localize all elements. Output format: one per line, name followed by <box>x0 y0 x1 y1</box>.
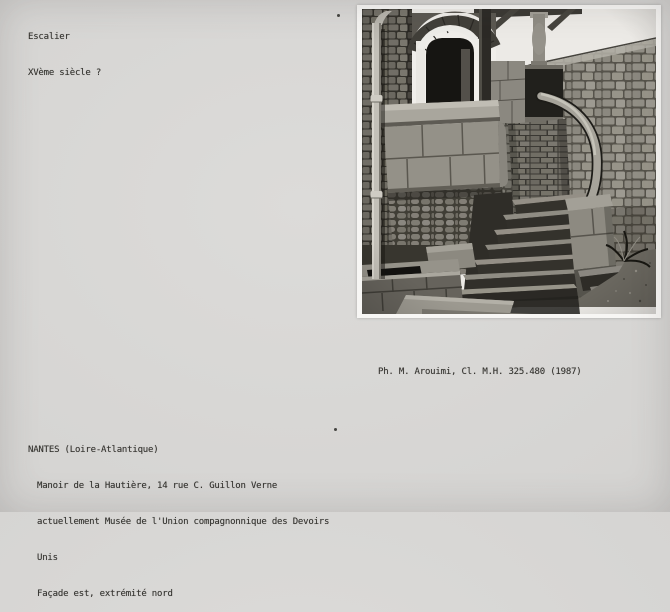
subject-line: Escalier <box>28 32 70 42</box>
caption-current-use: actuellement Musée de l'Union compagnonnique des Devoirs <box>37 517 330 527</box>
caption-block <box>28 420 329 612</box>
date-line: XVème siècle ? <box>28 68 102 78</box>
photo-subject-annotation <box>28 7 101 91</box>
photograph-print <box>357 5 661 318</box>
caption-location: NANTES (Loire-Atlantique) <box>28 445 159 455</box>
paper-speck <box>334 428 337 431</box>
paper-speck <box>337 14 340 17</box>
caption-building: Manoir de la Hautière, 14 rue C. Guillon Verne <box>37 481 278 491</box>
caption-current-use-cont: Unis <box>37 553 58 563</box>
staircase-photo-illustration <box>362 9 656 314</box>
photo-vignette <box>362 9 656 314</box>
caption-view: Façade est, extrémité nord <box>37 589 173 599</box>
photo-credit: Ph. M. Arouimi, Cl. M.H. 325.480 (1987) <box>378 367 582 377</box>
